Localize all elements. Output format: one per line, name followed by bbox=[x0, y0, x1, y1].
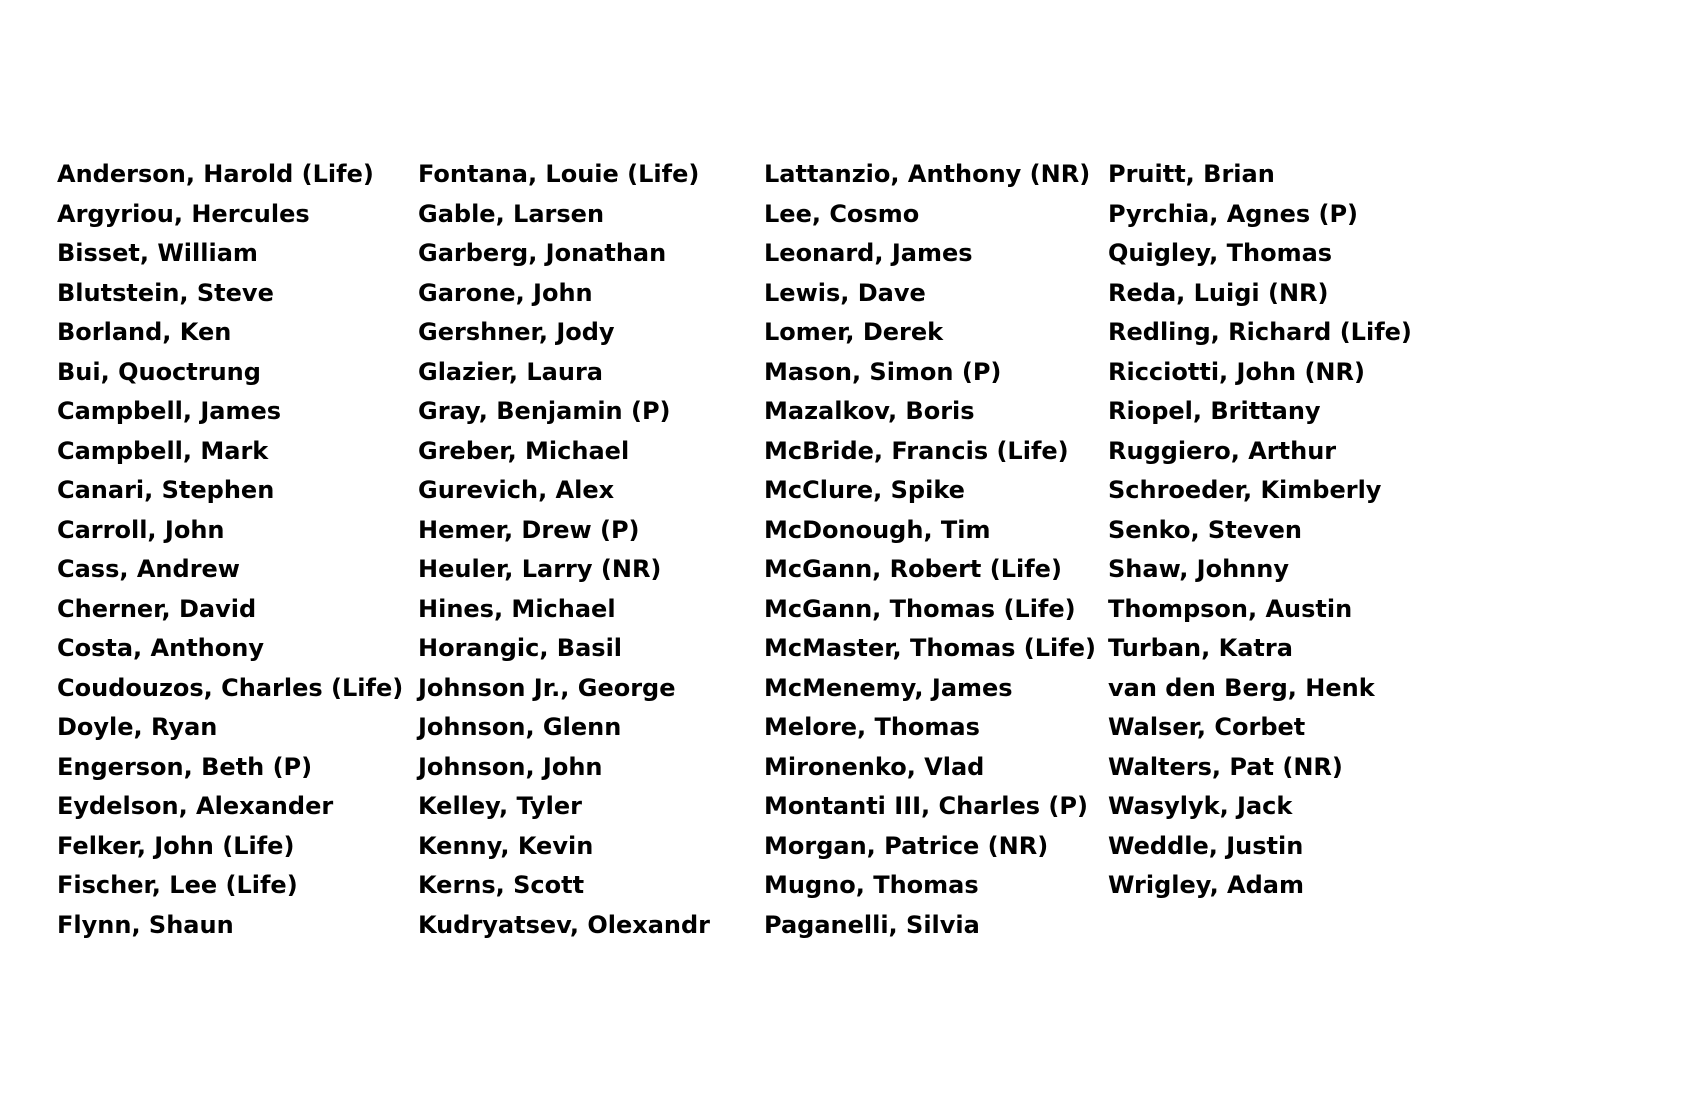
member-name: Johnson, John bbox=[418, 752, 603, 781]
member-name: Wasylyk, Jack bbox=[1108, 792, 1293, 820]
member-name: McBride, Francis (Life) bbox=[764, 436, 1069, 465]
member-name: Kenny, Kevin bbox=[418, 831, 594, 860]
member-name: Wrigley, Adam bbox=[1108, 871, 1305, 899]
member-name: Lee, Cosmo bbox=[764, 199, 920, 228]
roster-column-2 bbox=[418, 155, 710, 945]
member-name: Bisset, William bbox=[57, 239, 258, 267]
member-name: Doyle, Ryan bbox=[57, 713, 218, 741]
member-name: Felker, John (Life) bbox=[57, 831, 295, 860]
member-name: Kelley, Tyler bbox=[418, 792, 582, 820]
member-name: Kudryatsev, Olexandr bbox=[418, 910, 710, 939]
member-name: Hines, Michael bbox=[418, 594, 616, 623]
member-name: Canari, Stephen bbox=[57, 476, 275, 504]
roster-column-3 bbox=[764, 155, 1096, 945]
member-name: Reda, Luigi (NR) bbox=[1108, 278, 1329, 307]
member-name: McGann, Robert (Life) bbox=[764, 555, 1062, 583]
member-name: Lewis, Dave bbox=[764, 278, 926, 307]
member-name: Mason, Simon (P) bbox=[764, 357, 1002, 386]
member-name: Johnson Jr., George bbox=[418, 673, 676, 702]
member-name: Kerns, Scott bbox=[418, 871, 585, 899]
member-name: Horangic, Basil bbox=[418, 634, 623, 662]
member-name: Hemer, Drew (P) bbox=[418, 515, 640, 544]
member-name: Garberg, Jonathan bbox=[418, 239, 667, 267]
member-name: Greber, Michael bbox=[418, 436, 630, 465]
member-name: Weddle, Justin bbox=[1108, 831, 1304, 860]
member-name: Riopel, Brittany bbox=[1108, 397, 1321, 425]
member-name: Walters, Pat (NR) bbox=[1108, 752, 1343, 781]
member-name: Montanti III, Charles (P) bbox=[764, 792, 1088, 820]
member-name: Walser, Corbet bbox=[1108, 713, 1306, 741]
member-name: van den Berg, Henk bbox=[1108, 673, 1375, 702]
member-name: McMenemy, James bbox=[764, 673, 1013, 702]
member-name: Pyrchia, Agnes (P) bbox=[1108, 199, 1359, 228]
member-name: Heuler, Larry (NR) bbox=[418, 555, 662, 583]
member-name: Melore, Thomas bbox=[764, 713, 980, 741]
member-name: Mugno, Thomas bbox=[764, 871, 979, 899]
member-name: Morgan, Patrice (NR) bbox=[764, 831, 1049, 860]
member-name: Argyriou, Hercules bbox=[57, 199, 310, 228]
member-name: Gray, Benjamin (P) bbox=[418, 397, 671, 425]
member-name: Schroeder, Kimberly bbox=[1108, 476, 1382, 504]
member-roster bbox=[57, 155, 1657, 955]
member-name: Mironenko, Vlad bbox=[764, 752, 985, 781]
member-name: Ricciotti, John (NR) bbox=[1108, 357, 1365, 386]
member-name: Anderson, Harold (Life) bbox=[57, 160, 374, 188]
member-name: Flynn, Shaun bbox=[57, 910, 234, 939]
member-name: Engerson, Beth (P) bbox=[57, 752, 313, 781]
member-name: Borland, Ken bbox=[57, 318, 232, 346]
roster-column-1 bbox=[57, 155, 403, 945]
member-name: Carroll, John bbox=[57, 515, 225, 544]
member-name: Leonard, James bbox=[764, 239, 973, 267]
member-name: Mazalkov, Boris bbox=[764, 397, 975, 425]
member-name: McDonough, Tim bbox=[764, 515, 991, 544]
member-name: Campbell, Mark bbox=[57, 436, 269, 465]
member-name: Turban, Katra bbox=[1108, 634, 1293, 662]
member-name: Thompson, Austin bbox=[1108, 594, 1353, 623]
member-name: Fischer, Lee (Life) bbox=[57, 871, 298, 899]
member-name: Ruggiero, Arthur bbox=[1108, 436, 1337, 465]
member-name: Coudouzos, Charles (Life) bbox=[57, 673, 404, 702]
member-name: Johnson, Glenn bbox=[418, 713, 622, 741]
member-name: Blutstein, Steve bbox=[57, 278, 274, 307]
member-name: Gershner, Jody bbox=[418, 318, 615, 346]
member-name: McMaster, Thomas (Life) bbox=[764, 634, 1096, 662]
member-name: Senko, Steven bbox=[1108, 515, 1302, 544]
member-name: Costa, Anthony bbox=[57, 634, 264, 662]
member-name: Cherner, David bbox=[57, 594, 257, 623]
member-name: McGann, Thomas (Life) bbox=[764, 594, 1076, 623]
member-name: Quigley, Thomas bbox=[1108, 239, 1333, 267]
member-name: Lomer, Derek bbox=[764, 318, 944, 346]
member-name: Eydelson, Alexander bbox=[57, 792, 334, 820]
member-name: Redling, Richard (Life) bbox=[1108, 318, 1412, 346]
member-name: Paganelli, Silvia bbox=[764, 910, 980, 939]
member-name: Lattanzio, Anthony (NR) bbox=[764, 160, 1091, 188]
member-name: Bui, Quoctrung bbox=[57, 357, 261, 386]
member-name: Gable, Larsen bbox=[418, 199, 605, 228]
member-name: Pruitt, Brian bbox=[1108, 160, 1275, 188]
member-name: Fontana, Louie (Life) bbox=[418, 160, 700, 188]
member-name: Shaw, Johnny bbox=[1108, 555, 1289, 583]
member-name: Glazier, Laura bbox=[418, 357, 603, 386]
member-name: Cass, Andrew bbox=[57, 555, 240, 583]
member-name: Campbell, James bbox=[57, 397, 282, 425]
member-name: Gurevich, Alex bbox=[418, 476, 615, 504]
member-name: Garone, John bbox=[418, 278, 593, 307]
roster-column-4 bbox=[1108, 155, 1412, 906]
member-name: McClure, Spike bbox=[764, 476, 965, 504]
